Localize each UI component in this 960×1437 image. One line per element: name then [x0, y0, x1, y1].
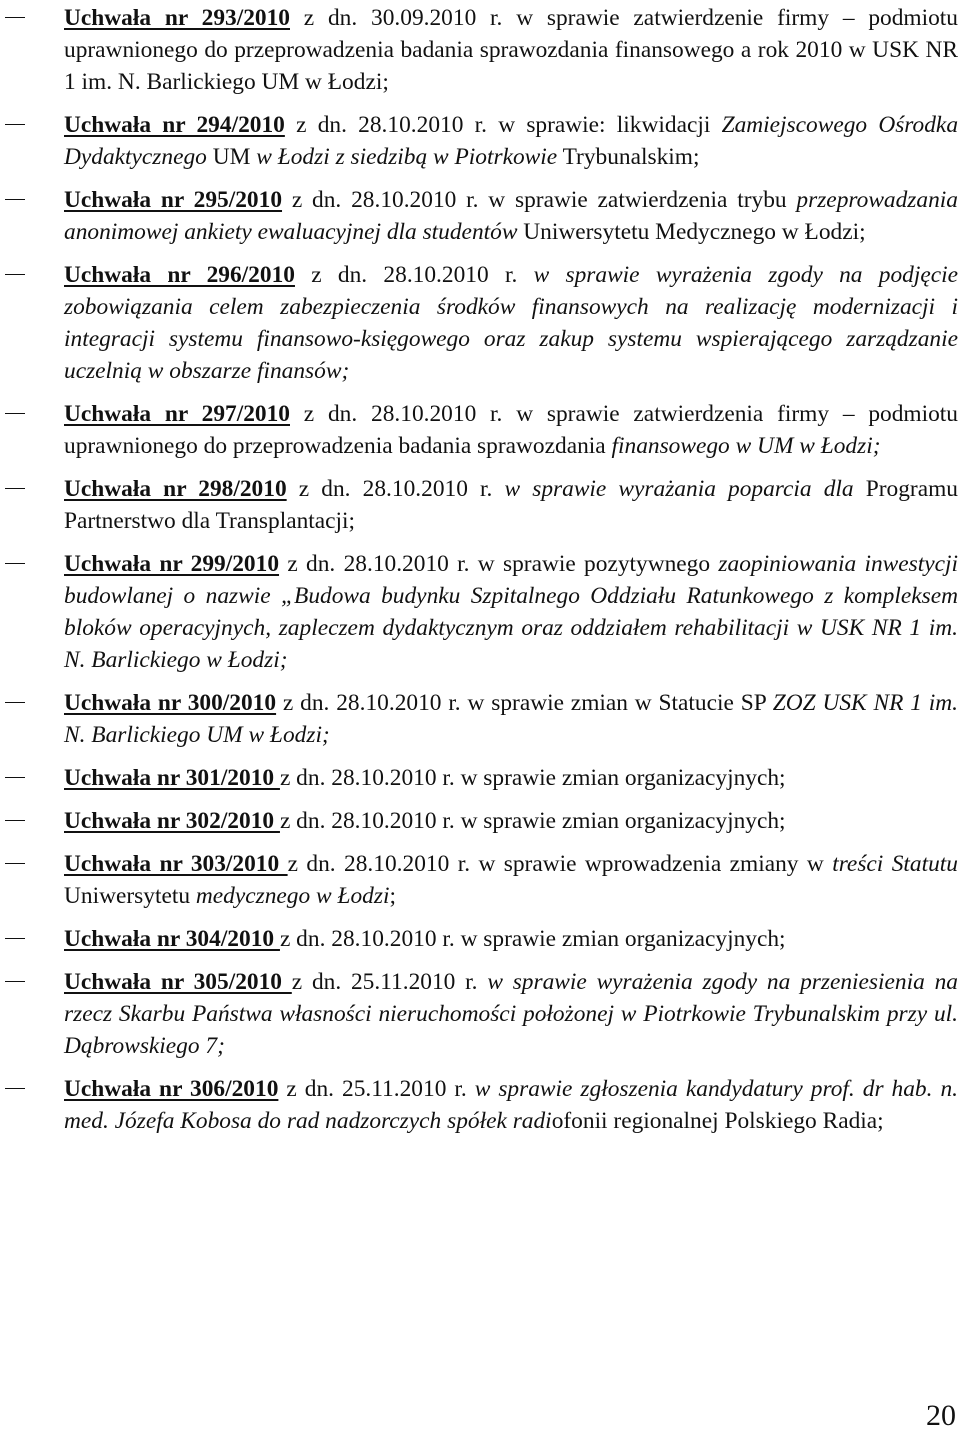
resolution-text: z dn. 30.09.2010 r. w sprawie zatwierdzenie firmy – podmiotu uprawnionego do przeprowadzenia badania sprawozdania finansowego a rok 2010 w USK NR 1 im. N. Barlickiego UM w Łodzi;	[64, 5, 959, 95]
resolution-text-italic: Zamiejscowego Ośrodka Dydaktycznego	[64, 112, 959, 170]
resolution-text: z dn. 28.10.2010 r.	[286, 476, 505, 502]
resolution-number: Uchwała nr 297/2010	[64, 401, 290, 427]
resolution-item	[0, 966, 958, 1062]
resolution-text: Programu Partnerstwo dla Transplantacji;	[64, 476, 958, 534]
resolution-text: z dn. 28.10.2010 r.	[294, 262, 534, 288]
resolution-text-italic: treści Statutu	[832, 851, 958, 877]
resolution-text-italic: w sprawie wyrażenia zgody na przeniesienia na rzecz Skarbu Państwa własności nieruchomości położonej w Piotrkowie Trybunalskim przy ul. Dąbrowskiego 7;	[64, 969, 958, 1059]
resolution-text: z dn. 28.10.2010 r. w sprawie zmian organizacyjnych;	[279, 765, 786, 791]
resolution-item	[0, 805, 958, 837]
resolution-text: z dn. 25.11.2010 r.	[291, 969, 488, 995]
resolution-text: z dn. 28.10.2010 r. w sprawie zmian organizacyjnych;	[279, 926, 786, 952]
dash-bullet-icon	[5, 124, 25, 125]
resolution-text-italic: medycznego w Łodzi	[195, 883, 390, 909]
resolution-item	[0, 762, 958, 794]
resolution-item	[0, 184, 958, 248]
resolution-item	[0, 1073, 958, 1137]
resolution-number: Uchwała nr 301/2010	[64, 765, 280, 791]
dash-bullet-icon	[5, 274, 25, 275]
dash-bullet-icon	[5, 563, 25, 564]
dash-bullet-icon	[5, 199, 25, 200]
resolution-text-italic: zaopiniowania inwestycji budowlanej o nazwie „Budowa budynku Szpitalnego Oddziału Ratunkowego z kompleksem bloków operacyjnych, zapleczem dydaktycznym oraz oddziałem rehabilitacji w USK NR 1 im. N. Barlickiego w Łodzi;	[64, 551, 959, 673]
resolution-item	[0, 2, 958, 98]
resolution-text: Uniwersytetu	[64, 883, 196, 909]
resolution-item	[0, 848, 958, 912]
resolution-text: ofonii regionalnej Polskiego Radia;	[551, 1108, 884, 1134]
resolution-number: Uchwała nr 306/2010	[64, 1076, 279, 1102]
resolution-item	[0, 687, 958, 751]
resolution-text-italic: w sprawie zgłoszenia kandydatury prof. dr hab. n. med. Józefa Kobosa do rad nadzorczych spółek radi	[64, 1076, 959, 1134]
resolution-number: Uchwała nr 303/2010	[64, 851, 288, 877]
dash-bullet-icon	[5, 938, 25, 939]
resolution-number: Uchwała nr 293/2010	[64, 5, 290, 31]
resolution-text-italic: finansowego w UM w Łodzi;	[611, 433, 881, 459]
dash-bullet-icon	[5, 981, 25, 982]
resolution-text-italic: ZOZ USK NR 1 im. N. Barlickiego UM w Łodzi;	[64, 690, 958, 748]
page-number: 20	[926, 1399, 956, 1432]
resolution-text: z dn. 28.10.2010 r. w sprawie zatwierdzenia trybu	[282, 187, 797, 213]
dash-bullet-icon	[5, 1088, 25, 1089]
resolution-number: Uchwała nr 305/2010	[64, 969, 292, 995]
resolution-list	[0, 2, 958, 1148]
resolution-number: Uchwała nr 295/2010	[64, 187, 283, 213]
resolution-text: z dn. 28.10.2010 r. w sprawie zatwierdzenia firmy – podmiotu uprawnionego do przeprowadzenia badania sprawozdania	[64, 401, 959, 459]
resolution-number: Uchwała nr 294/2010	[64, 112, 285, 138]
dash-bullet-icon	[5, 488, 25, 489]
resolution-item	[0, 923, 958, 955]
resolution-number: Uchwała nr 298/2010	[64, 476, 287, 502]
resolution-text: Trybunalskim;	[557, 144, 700, 170]
dash-bullet-icon	[5, 863, 25, 864]
resolution-text-italic: przeprowadzania anonimowej ankiety ewaluacyjnej dla studentów	[64, 187, 958, 245]
resolution-number: Uchwała nr 296/2010	[64, 262, 295, 288]
dash-bullet-icon	[5, 702, 25, 703]
resolution-item	[0, 473, 958, 537]
resolution-item	[0, 398, 958, 462]
resolution-text: ;	[389, 883, 396, 909]
resolution-item	[0, 548, 958, 676]
resolution-text: z dn. 28.10.2010 r. w sprawie: likwidacji	[284, 112, 722, 138]
dash-bullet-icon	[5, 17, 25, 18]
resolution-text: z dn. 25.11.2010 r.	[278, 1076, 475, 1102]
resolution-number: Uchwała nr 304/2010	[64, 926, 280, 952]
resolution-text: z dn. 28.10.2010 r. w sprawie zmian w Statucie SP	[276, 690, 773, 716]
resolution-number: Uchwała nr 300/2010	[64, 690, 277, 716]
resolution-text-italic: w sprawie wyrażenia zgody na podjęcie zobowiązania celem zabezpieczenia środków finansowych na realizację modernizacji i integracji systemu finansowo-księgowego oraz zakup systemu wspierającego zarządzanie uczelnią w obszarze finansów;	[64, 262, 959, 384]
resolution-text-italic: w sprawie wyrażania poparcia dla	[504, 476, 854, 502]
dash-bullet-icon	[5, 413, 25, 414]
resolution-text: z dn. 28.10.2010 r. w sprawie zmian organizacyjnych;	[279, 808, 786, 834]
resolution-text-italic: w Łodzi z siedzibą w Piotrkowie	[256, 144, 558, 170]
resolution-number: Uchwała nr 302/2010	[64, 808, 280, 834]
resolution-item	[0, 259, 958, 387]
resolution-text: UM	[206, 144, 257, 170]
resolution-number: Uchwała nr 299/2010	[64, 551, 280, 577]
dash-bullet-icon	[5, 820, 25, 821]
resolution-text: z dn. 28.10.2010 r. w sprawie wprowadzenia zmiany w	[287, 851, 833, 877]
resolution-text: Uniwersytetu Medycznego w Łodzi;	[517, 219, 866, 245]
dash-bullet-icon	[5, 777, 25, 778]
resolution-text: z dn. 28.10.2010 r. w sprawie pozytywnego	[279, 551, 719, 577]
resolution-item	[0, 109, 958, 173]
